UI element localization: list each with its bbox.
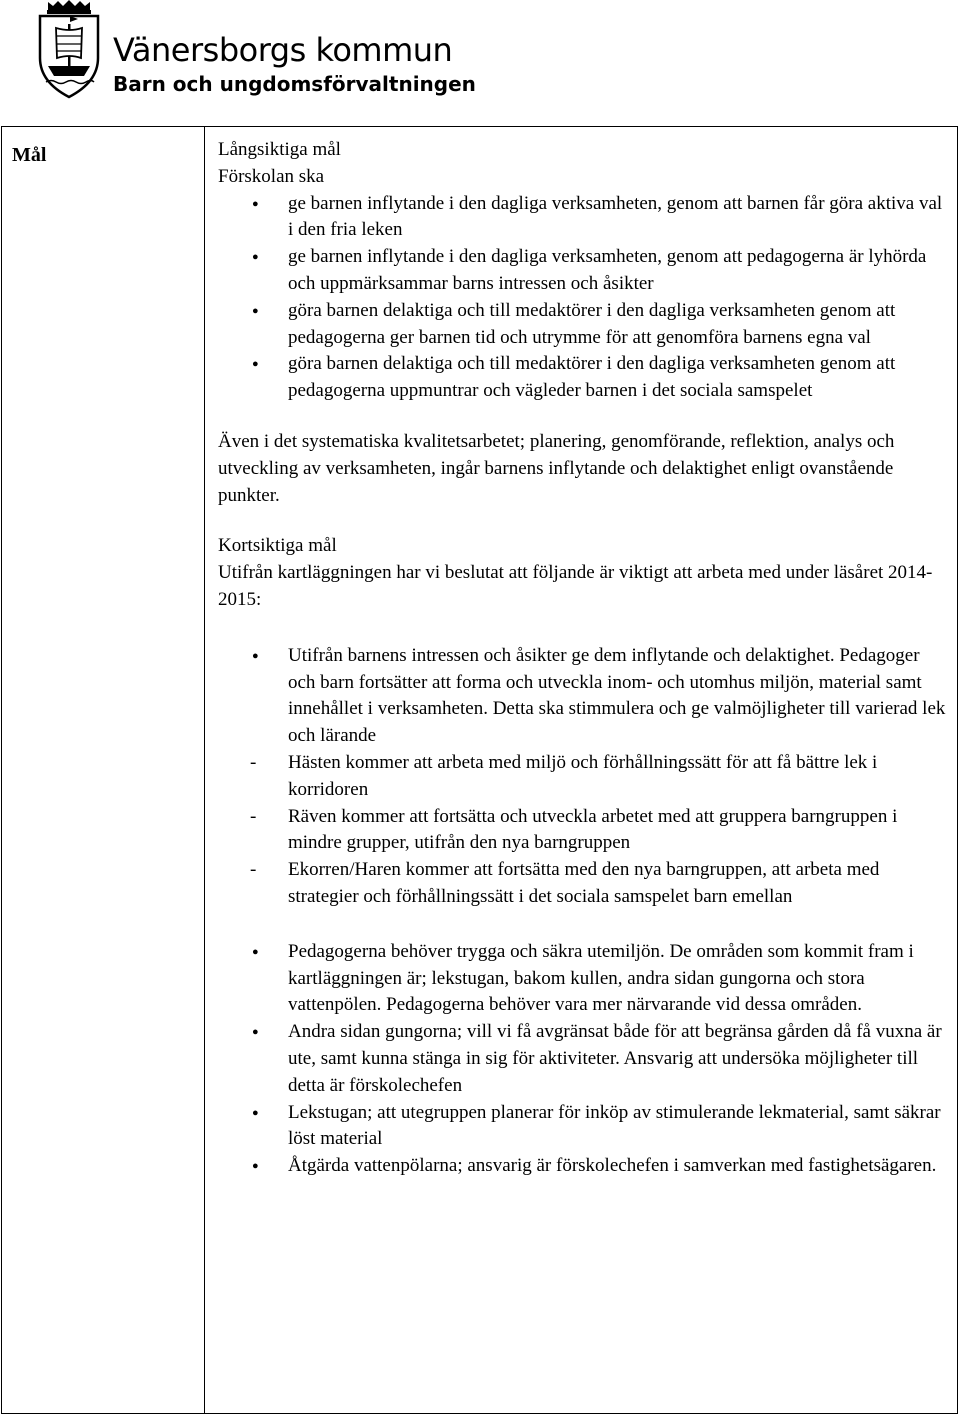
long-term-heading: Långsiktiga mål	[218, 139, 341, 160]
list-item: ● Andra sidan gungorna; vill vi få avgränsat både för att begränsa gården då få vuxna är ute, samt kunna stänga in sig för aktiviteter. Ansvarig att undersöka möjligheter till detta är förskolechefen	[288, 1019, 949, 1099]
short-term-heading: Kortsiktiga mål	[218, 535, 337, 557]
list-item: ● Lekstugan; att utegruppen planerar för inköp av stimulerande lekmaterial, samt säkrar löst material	[288, 1100, 949, 1154]
long-term-intro: Förskolan ska	[218, 165, 325, 187]
list-item: ● Åtgärda vattenpölarna; ansvarig är förskolechefen i samverkan med fastighetsägaren.	[288, 1153, 949, 1180]
list-item: ● göra barnen delaktiga och till medaktörer i den dagliga verksamheten genom att pedagogerna ger barnen tid och utrymme för att genomföra barnens egna val	[288, 298, 949, 352]
list-item: ● Pedagogerna behöver trygga och säkra utemiljön. De områden som kommit fram i kartläggningen är; lekstugan, bakom kullen, andra sidan gungorna och stora vattenpölen. Pedagogerna behöver vara mer närvarande vid dessa områden.	[288, 939, 949, 1019]
long-term-list	[218, 191, 949, 405]
environment-list	[218, 939, 949, 1180]
systematic-quality-paragraph: Även i det systematiska kvalitetsarbetet; planering, genomförande, reflektion, analys och utveckling av verksamheten, ingår barnens inflytande och delaktighet enligt ovanstående punkter.	[218, 430, 895, 506]
organization-name: Vänersborgs kommun	[113, 31, 453, 69]
list-item: ● ge barnen inflytande i den dagliga verksamheten, genom att pedagogerna är lyhörda och uppmärksammar barns intressen och åsikter	[288, 244, 949, 298]
dash-list-item: - Ekorren/Haren kommer att fortsätta med den nya barngruppen, att arbeta med strategier och förhållningssätt i det sociala samspelet barn emellan	[288, 857, 949, 911]
short-term-list	[218, 643, 949, 750]
page-header	[0, 0, 960, 120]
municipality-crest-logo	[34, 0, 104, 100]
goals-content-cell	[205, 127, 958, 1414]
row-label: Mål	[12, 144, 47, 166]
department-name: Barn och ungdomsförvaltningen	[113, 72, 476, 96]
list-item: ● ge barnen inflytande i den dagliga verksamheten, genom att barnen får göra aktiva val i den fria leken	[288, 191, 949, 245]
goals-row	[2, 127, 958, 1414]
list-item: ● göra barnen delaktiga och till medaktörer i den dagliga verksamheten genom att pedagogerna uppmuntrar och vägleder barnen i det sociala samspelet	[288, 351, 949, 405]
short-term-intro: Utifrån kartläggningen har vi beslutat att följande är viktigt att arbeta med under läsåret 2014-2015:	[218, 562, 933, 610]
dash-list-item: - Räven kommer att fortsätta och utveckla arbetet med att gruppera barngruppen i mindre grupper, utifrån den nya barngruppen	[288, 804, 949, 858]
goals-table	[1, 126, 958, 1414]
group-dash-list	[218, 750, 949, 911]
dash-list-item: - Hästen kommer att arbeta med miljö och förhållningssätt för att få bättre lek i korridoren	[288, 750, 949, 804]
list-item: ● Utifrån barnens intressen och åsikter ge dem inflytande och delaktighet. Pedagoger och barn fortsätter att forma och utveckla inom- och utomhus miljön, material samt innehållet i verksamheten. Detta ska stimmulera och ge valmöjligheter till varierad lek och lärande	[288, 643, 949, 750]
row-label-cell	[2, 127, 205, 1414]
